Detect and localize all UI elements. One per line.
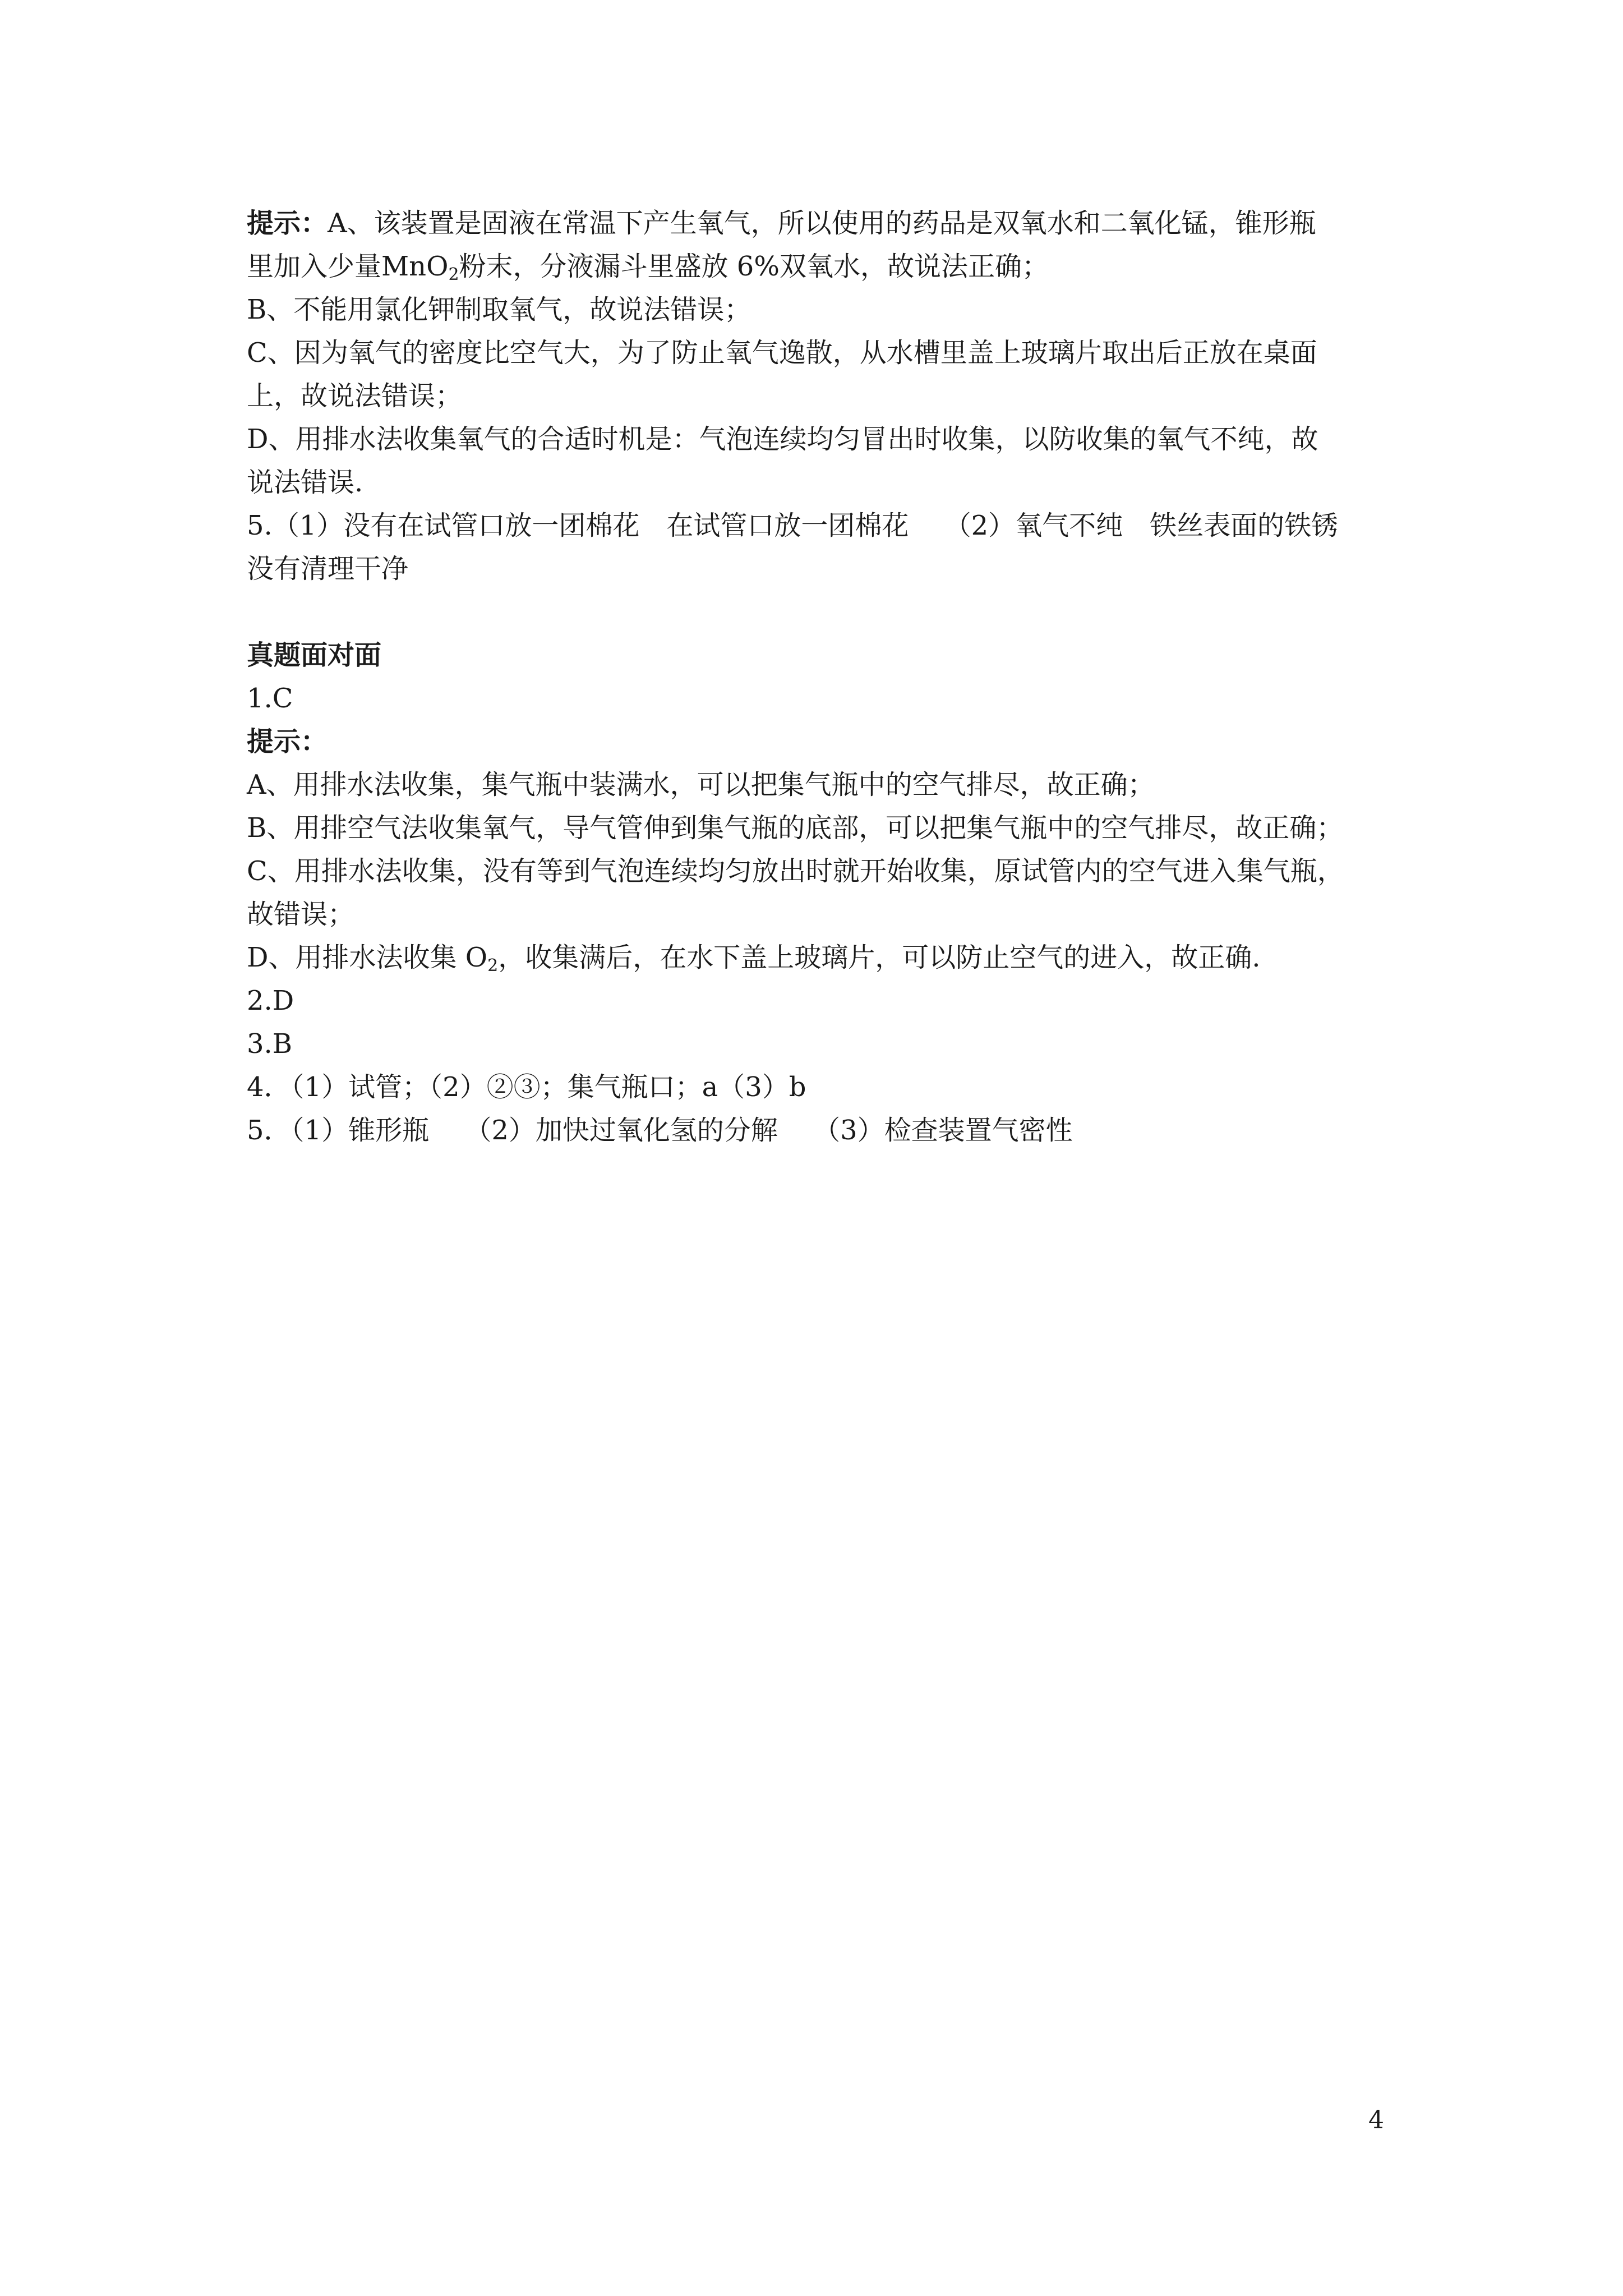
page-number: 4 [1368, 2106, 1384, 2134]
hint-paragraph-a-line-2 [247, 245, 1413, 288]
answer-2: 2.D [247, 985, 294, 1016]
hint-label-2: 提示： [247, 726, 328, 757]
hint-paragraph-c-line-1: C、因为氧气的密度比空气大，为了防止氧气逸散，从水槽里盖上玻璃片取出后正放在桌面 [247, 337, 1317, 369]
section-heading: 真题面对面 [247, 639, 382, 671]
real-hint-c-line-1: C、用排水法收集，没有等到气泡连续均匀放出时就开始收集，原试管内的空气进入集气瓶， [247, 855, 1344, 887]
real-hint-d: D、用排水法收集 $O_2$，收集满后，在水下盖上玻璃片，可以防止空气的进入，故正确. [247, 942, 1261, 976]
hint-a-text-2: 里加入少量 [247, 251, 382, 282]
hint-paragraph-d-line-1: D、用排水法收集氧气的合适时机是：气泡连续均匀冒出时收集，以防收集的氧气不纯，故 [247, 424, 1318, 455]
answer-5-line-2: 没有清理干净 [247, 553, 409, 585]
answer-1: 1.C [247, 683, 293, 714]
answer-3: 3.B [247, 1028, 293, 1060]
hint-paragraph-b: B、不能用氯化钾制取氧气，故说法错误； [247, 294, 751, 325]
answer-5: 5．（1）锥形瓶 （2）加快过氧化氢的分解 （3）检查装置气密性 [247, 1115, 1073, 1146]
hint-paragraph-d-line-2: 说法错误. [247, 467, 363, 498]
hint-paragraph-c-line-2: 上，故说法错误； [247, 380, 463, 412]
real-hint-a: A、用排水法收集，集气瓶中装满水，可以把集气瓶中的空气排尽，故正确； [247, 769, 1155, 800]
mno2-formula: MnO$_2$ [381, 251, 459, 284]
document-body [247, 202, 1413, 1152]
hint-a-text-3: 粉末，分液漏斗里盛放 6%双氧水，故说法正确； [459, 251, 1049, 282]
hint-paragraph-a-line-1 [247, 202, 1413, 245]
real-hint-b: B、用排空气法收集氧气，导气管伸到集气瓶的底部，可以把集气瓶中的空气排尽，故正确； [247, 812, 1344, 844]
hint-a-text-1: A、该装置是固液在常温下产生氧气，所以使用的药品是双氧水和二氧化锰，锥形瓶 [328, 208, 1316, 239]
hint-label: 提示： [247, 208, 328, 239]
section-gap [247, 591, 1413, 634]
real-hint-c-line-2: 故错误； [247, 899, 355, 930]
answer-4: 4．（1）试管；（2）②③；集气瓶口；a（3）b [247, 1071, 806, 1103]
answer-5-line-1: 5.（1）没有在试管口放一团棉花 在试管口放一团棉花 （2）氧气不纯 铁丝表面的铁锈 [247, 510, 1339, 541]
